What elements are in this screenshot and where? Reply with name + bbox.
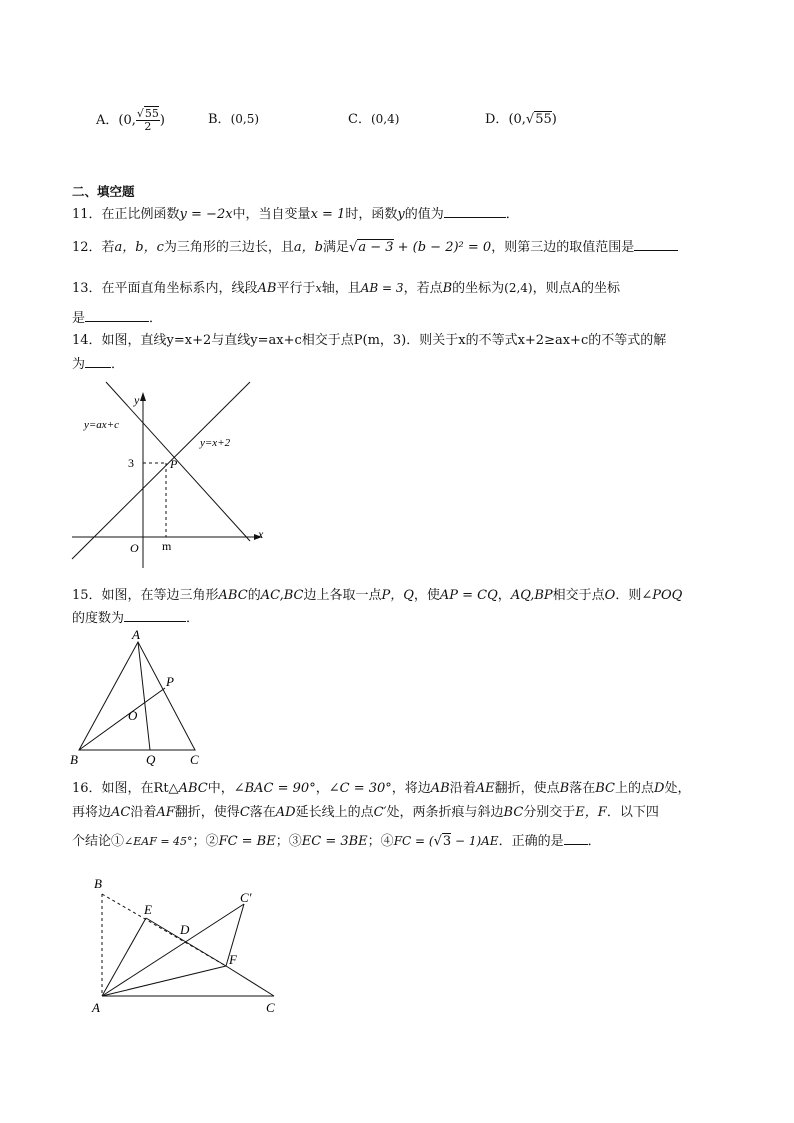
q16-l3-c4a: FC = ( <box>393 834 434 848</box>
q14-x-label: x <box>258 527 264 541</box>
q16-l1-a1: ∠BAC = 90° <box>233 781 316 796</box>
option-d-sqrt: 55 <box>535 112 552 127</box>
question-11 <box>72 203 519 222</box>
q14-y-arrow-icon <box>140 392 146 401</box>
q16-l1-d: D <box>654 781 665 796</box>
q16-label-c: C <box>266 1000 275 1015</box>
q13-text-5: 的坐标为 <box>452 281 505 296</box>
option-d-post: ) <box>551 112 557 127</box>
q16-l3-5: ．正确的是 <box>498 834 564 849</box>
option-a-fraction: $\frac{√55}{2}$ <box>136 107 159 133</box>
question-16-line-3: 个结论①∠EAF = 45°；②FC = BE；③EC = 3BE；④FC = (√3 − 1)AE．正确的是 ． <box>72 834 601 849</box>
q16-l2-ad: AD <box>275 805 296 820</box>
option-a <box>96 108 165 133</box>
q15-label-b: B <box>70 752 78 767</box>
q12-text-1: 12．若 <box>72 240 115 255</box>
q16-l2-5: 延长线上的点 <box>295 805 374 820</box>
option-b <box>208 108 259 127</box>
q15-figure <box>66 624 216 770</box>
q11-text-1: 11．在正比例函数 <box>72 207 180 222</box>
q15-answer-blank[interactable] <box>124 609 186 622</box>
q13-text-2: 平行于 <box>276 281 316 296</box>
q15-label-o: O <box>128 708 138 723</box>
q16-side-fc <box>226 966 274 996</box>
option-d-label: D． <box>485 112 509 127</box>
q15-segment-aq <box>138 642 150 750</box>
q15-text-1: 15．如图，在等边三角形 <box>72 588 219 603</box>
q16-segment-acprime <box>102 904 244 996</box>
q16-l1-9: 处， <box>664 781 691 796</box>
q14-line-y-x-plus-2 <box>72 382 250 559</box>
q16-l1-5: 沿着 <box>449 781 476 796</box>
q16-l2-c: C <box>239 805 250 820</box>
q14-y-label: y <box>134 393 140 407</box>
q16-l3-c3: EC = 3BE <box>301 834 368 849</box>
question-15-line-1 <box>72 584 682 603</box>
question-14-line-1: 14．如图，直线y=x+2与直线y=ax+c相交于点P(m，3)．则关于x的不等式x+2≥ax+c的不等式的解 <box>72 333 667 348</box>
q16-l1-3: ， <box>315 781 329 796</box>
q14-origin-label: O <box>130 541 139 555</box>
q11-answer-blank[interactable] <box>444 205 506 218</box>
q16-l2-3: 翻折，使得 <box>174 805 240 820</box>
q16-label-a: A <box>92 1000 100 1015</box>
option-a-den: 2 <box>144 120 152 133</box>
q12-vars2: a，b <box>293 240 323 255</box>
q15-segment-bp <box>79 688 165 750</box>
q13-cond: AB = 3 <box>360 281 404 295</box>
q15-tri: ABC <box>218 588 248 603</box>
q16-figure <box>86 870 286 1020</box>
q16-l1-a2: ∠C = 30° <box>328 781 392 796</box>
q16-l1-ae: AE <box>475 781 495 796</box>
q16-l1-4: ，将边 <box>391 781 431 796</box>
q14-point-p: P <box>170 457 178 471</box>
q12-text-4: ，则第三边的取值范围是 <box>491 240 635 255</box>
q11-text-3: 时，函数 <box>345 207 398 222</box>
section-title: 二、填空题 <box>72 184 135 199</box>
q16-l2-7: 分别交于 <box>523 805 576 820</box>
q15-text-6: 相交于点 <box>552 588 605 603</box>
q13-text-4: ，若点 <box>403 281 443 296</box>
question-16-line-2 <box>72 801 659 820</box>
q16-answer-blank[interactable] <box>564 832 588 845</box>
q14-line1-label: y=ax+c <box>84 419 119 431</box>
q12-radicand: a − 3 <box>358 240 394 255</box>
question-12: 12．若a，b，c为三角形的三边长，且a，b满足√a − 3 + (b − 2)² = 0，则第三边的取值范围是 <box>72 236 678 255</box>
q11-end: ． <box>505 207 519 222</box>
q14-answer-blank[interactable] <box>85 355 111 368</box>
q13-text-3: 轴，且 <box>321 281 361 296</box>
q16-label-cprime: C′ <box>240 890 252 905</box>
q12-text-2: 为三角形的三边长，且 <box>163 240 294 255</box>
q15-label-a: A <box>132 627 140 642</box>
option-c <box>348 108 399 127</box>
q16-l3-end: ． <box>587 834 601 849</box>
q16-l3-c1: ∠EAF = 45° <box>124 835 193 848</box>
q16-l2-4: 落在 <box>249 805 276 820</box>
q13-text-7: 是 <box>72 311 86 326</box>
q16-l3-1: 个结论① <box>72 834 125 849</box>
q16-l2-ef: E，F <box>575 805 607 820</box>
q13-pt: B <box>442 281 453 296</box>
q14-end: ． <box>111 357 125 372</box>
q16-segment-ae <box>102 918 146 996</box>
q11-text-4: 的值为 <box>404 207 444 222</box>
q12-vars: a，b，c <box>114 240 164 255</box>
q15-end: ． <box>186 611 200 626</box>
q13-text-6: ，则点A的坐标 <box>532 281 620 296</box>
q16-l2-2: 沿着 <box>130 805 157 820</box>
q15-triangle <box>79 642 195 750</box>
q16-l3-c4r: 3 <box>442 834 452 849</box>
option-b-label: B． <box>208 112 231 127</box>
q16-label-d: D <box>180 922 190 937</box>
question-13-line-2 <box>72 307 162 326</box>
q14-line2-label: y=x+2 <box>200 437 231 449</box>
q15-cond: AP = CQ <box>439 588 498 603</box>
q15-label-c: C <box>190 752 199 767</box>
q15-text-7: ．则 <box>615 588 642 603</box>
q15-text-3: 边上各取一点 <box>303 588 382 603</box>
q13-axis: x <box>315 282 322 295</box>
q14-m-label: m <box>162 539 172 553</box>
q16-l3-2: ；② <box>192 834 219 849</box>
q11-text-2: 中，当自变量 <box>232 207 311 222</box>
q16-l1-tri: ABC <box>178 781 208 796</box>
q15-line-2-text: 的度数为 <box>72 611 125 626</box>
q16-l1-6: 翻折，使点 <box>494 781 560 796</box>
q15-text-4: ，使 <box>413 588 440 603</box>
q16-l2-8: ．以下四 <box>606 805 659 820</box>
q15-o: O <box>604 588 616 603</box>
q13-text-1: 13．在平面直角坐标系内，线段 <box>72 281 258 296</box>
q15-lines: AQ,BP <box>510 588 553 603</box>
q16-l3-3: ；③ <box>275 834 302 849</box>
option-a-label: A． <box>96 113 119 128</box>
q16-l2-bc: BC <box>503 805 524 820</box>
q13-seg: AB <box>257 281 277 296</box>
q16-l2-ac: AC <box>111 805 131 820</box>
option-a-num: 55 <box>144 107 159 120</box>
q14-tick-3: 3 <box>128 456 134 470</box>
q15-label-q: Q <box>146 752 156 767</box>
q15-text-2: 的 <box>247 588 261 603</box>
q15-angle: ∠POQ <box>641 588 683 603</box>
option-a-post: ) <box>159 113 165 128</box>
q16-l1-8: 上的点 <box>614 781 654 796</box>
q16-l2-cp: C′ <box>373 805 387 820</box>
q15-label-p: P <box>166 674 174 689</box>
q16-l1-7: 落在 <box>569 781 596 796</box>
q11-var: y <box>397 207 405 222</box>
q11-expr: y = −2x <box>179 207 233 222</box>
q16-label-e: E <box>144 902 152 917</box>
q13-answer-blank[interactable] <box>85 309 149 322</box>
question-16-line-1 <box>72 777 690 796</box>
q16-l1-1: 16．如图，在Rt△ <box>72 781 179 796</box>
option-c-value: (0,4) <box>370 112 400 126</box>
q15-sides: AC,BC <box>260 588 304 603</box>
q12-text-3: 满足 <box>323 240 350 255</box>
q16-l3-c4b: − 1)AE <box>451 834 499 848</box>
q16-l2-af: AF <box>156 805 175 820</box>
q15-text-5: ， <box>497 588 511 603</box>
q11-cond: x = 1 <box>310 207 346 222</box>
q16-segment-af <box>102 966 226 996</box>
q16-l1-bc: BC <box>595 781 615 796</box>
q16-l3-4: ；④ <box>367 834 394 849</box>
q14-figure <box>66 378 282 572</box>
option-b-value: (0,5) <box>230 112 260 126</box>
q16-l1-ab: AB <box>430 781 450 796</box>
q16-l3-c2: FC = BE <box>218 834 276 849</box>
q14-line-2-text: 为 <box>72 357 86 372</box>
q12-answer-blank[interactable] <box>634 238 678 251</box>
q16-label-f: F <box>229 952 237 967</box>
q16-l1-b: B <box>559 781 570 796</box>
q15-pts: P，Q <box>381 588 414 603</box>
q16-l2-1: 再将边 <box>72 805 112 820</box>
option-d: D．(0,√55) <box>485 112 557 127</box>
q16-label-b: B <box>94 876 102 891</box>
option-a-pre: (0, <box>118 113 136 128</box>
option-d-pre: (0, <box>508 112 526 127</box>
q12-expr: + (b − 2)² = 0 <box>393 240 492 255</box>
q13-end: ． <box>149 311 163 326</box>
q16-l2-6: 处，两条折痕与斜边 <box>386 805 504 820</box>
question-14-line-2 <box>72 353 124 372</box>
question-13-line-1 <box>72 277 620 296</box>
option-c-label: C． <box>348 112 371 127</box>
q13-coord: (2,4) <box>504 281 533 295</box>
q16-l1-2: 中， <box>207 781 234 796</box>
